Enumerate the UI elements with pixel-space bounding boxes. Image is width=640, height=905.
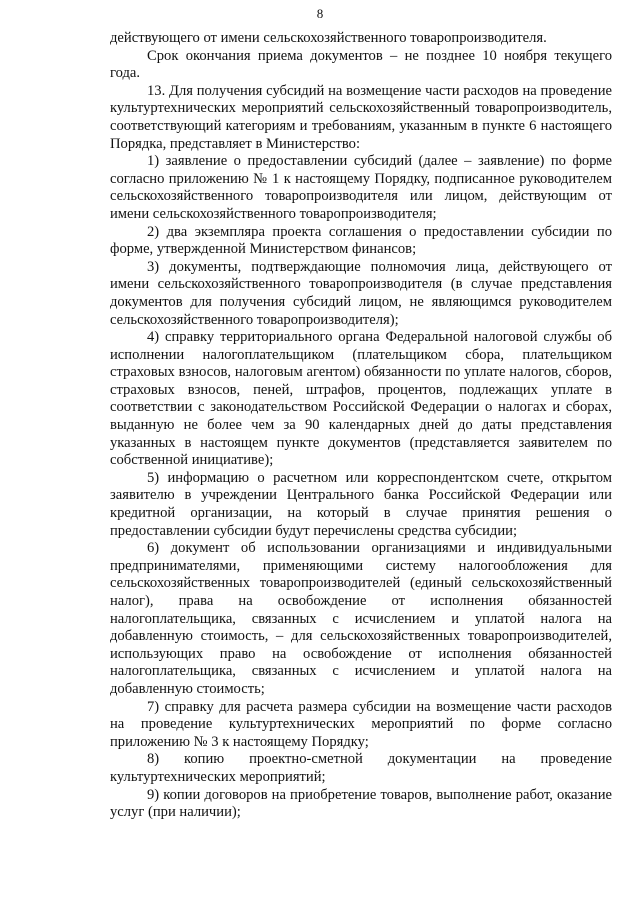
paragraph: 8) копию проектно-сметной документации на проведение культуртехнических мероприятий; bbox=[110, 751, 612, 785]
page-number: 8 bbox=[316, 6, 324, 21]
paragraph: 2) два экземпляра проекта соглашения о предоставлении субсидии по форме, утвержденной Министерством финансов; bbox=[110, 223, 612, 258]
paragraph: 1) заявление о предоставлении субсидий (далее – заявление) по форме согласно приложению № 1 к настоящему Порядку, подписанное руководителем сельскохозяйственного товаропроизводителя или лицом, действующим от имени сельскохозяйственного товаропроизводителя; bbox=[110, 153, 612, 222]
document-body bbox=[110, 30, 612, 822]
paragraph: 3) документы, подтверждающие полномочия лица, действующего от имени сельскохозяйственного товаропроизводителя (в случае представления документов для получения субсидий лицом, не являющимся руководителем сельскохозяйственного товаропроизводителя); bbox=[110, 258, 612, 328]
paragraph: 7) справку для расчета размера субсидии на возмещение части расходов на проведение культуртехнических мероприятий по форме согласно приложению № 3 к настоящему Порядку; bbox=[110, 698, 612, 750]
paragraph: 6) документ об использовании организациями и индивидуальными предпринимателями, применяющими систему налогообложения для сельскохозяйственных товаропроизводителей (единый сельскохозяйственный налог), права на освобождение от исполнения обязанностей налогоплательщика, связанных с исчислением и уплатой налога на добавленную стоимость, – для сельскохозяйственных товаропроизводителей, использующих право на освобождение от исполнения обязанностей налогоплательщика, связанных с исчислением и уплатой налога на добавленную стоимость; bbox=[110, 540, 612, 697]
paragraph: Срок окончания приема документов – не позднее 10 ноября текущего года. bbox=[110, 47, 612, 82]
paragraph: 4) справку территориального органа Федеральной налоговой службы об исполнении налогоплательщиком (плательщиком сбора, плательщиком страховых взносов, налоговым агентом) обязанности по уплате налогов, сборов, страховых взносов, пеней, штрафов, процентов, подлежащих уплате в соответствии с законодательством Российской Федерации о налогах и сборах, выданную не более чем за 90 календарных дней до даты представления указанных в настоящем пункте документов (представляется заявителем по собственной инициативе); bbox=[110, 329, 612, 469]
paragraph: 13. Для получения субсидий на возмещение части расходов на проведение культуртехнических мероприятий сельскохозяйственный товаропроизводитель, соответствующий категориям и требованиям, указанным в пункте 6 настоящего Порядка, представляет в Министерство: bbox=[110, 82, 612, 152]
paragraph: 5) информацию о расчетном или корреспондентском счете, открытом заявителю в учреждении Центрального банка Российской Федерации или кредитной организации, на который в случае принятия решения о предоставлении субсидии будут перечислены средства субсидии; bbox=[110, 469, 612, 539]
paragraph: действующего от имени сельскохозяйственного товаропроизводителя. bbox=[110, 30, 547, 46]
paragraph: 9) копии договоров на приобретение товаров, выполнение работ, оказание услуг (при наличии); bbox=[110, 786, 612, 821]
